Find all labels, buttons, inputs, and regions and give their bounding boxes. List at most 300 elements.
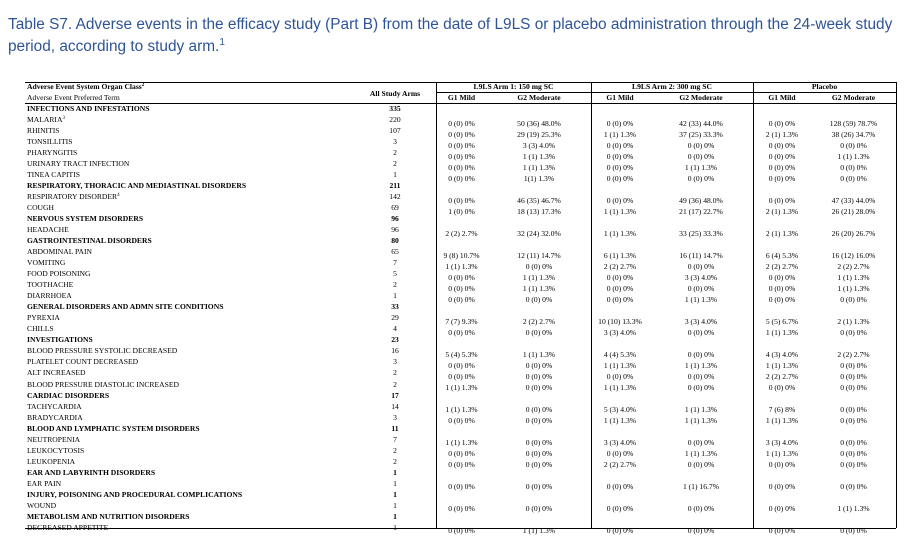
all-arms-count: 2 <box>393 368 397 378</box>
arm1-g2-cell: 0 (0) 0% <box>525 460 553 470</box>
all-arms-count: 1 <box>393 522 397 532</box>
soc-row <box>25 489 896 500</box>
term-footnote-marker: 3 <box>62 116 65 122</box>
arm1-g2-cell: 0 (0) 0% <box>525 383 553 392</box>
all-arms-count: 1 <box>393 170 397 180</box>
preferred-term: ABDOMINAL PAIN <box>27 247 93 257</box>
placebo-g2-cell: 2 (1) 1.3% <box>837 316 870 326</box>
arm2-g1-cell: 0 (0) 0% <box>606 151 634 161</box>
soc-row <box>25 180 896 191</box>
placebo-g1-cell: 0 (0) 0% <box>768 272 796 282</box>
placebo-g1-cell: 1 (1) 1.3% <box>765 360 799 370</box>
all-arms-count: 2 <box>393 148 397 158</box>
soc-row <box>25 334 896 345</box>
arm1-g1-cell: 1 (1) 1.3% <box>445 438 478 448</box>
table-row <box>25 323 896 337</box>
arm2-g2-cell: 0 (0) 0% <box>687 504 715 514</box>
soc-row <box>25 390 896 401</box>
placebo-g2-cell: 0 (0) 0% <box>840 416 867 426</box>
placebo-g2-cell: 1 (1) 1.3% <box>837 283 870 293</box>
all-arms-count: 16 <box>391 346 399 356</box>
soc-row <box>25 213 896 224</box>
arm2-g2-cell: 0 (0) 0% <box>687 261 715 271</box>
header-arm1-g2: G2 Moderate <box>517 93 561 102</box>
preferred-term: PYREXIA <box>27 313 60 323</box>
arm2-g2-cell: 49 (36) 48.0% <box>679 195 723 205</box>
arm1-g1-cell: 0 (0) 0% <box>448 416 475 426</box>
soc-row <box>25 301 896 312</box>
table-row <box>25 401 896 415</box>
header-placebo: Placebo <box>811 82 838 91</box>
arm1-g1-cell: 9 (8) 10.7% <box>443 250 480 260</box>
all-arms-count: 1 <box>393 500 397 510</box>
preferred-term: TONSILLITIS <box>27 137 73 147</box>
arm1-g2-cell: 0 (0) 0% <box>525 416 553 426</box>
arm1-g1-cell: 1 (1) 1.3% <box>445 405 478 415</box>
placebo-g2-cell: 0 (0) 0% <box>840 449 867 459</box>
arm1-g1-cell: 0 (0) 0% <box>448 327 475 337</box>
arm1-g1-cell: 0 (0) 0% <box>448 449 475 459</box>
arm2-g1-cell: 0 (0) 0% <box>606 504 634 514</box>
arm2-g2-cell: 0 (0) 0% <box>687 460 715 470</box>
arm1-g2-cell: 29 (19) 25.3% <box>517 129 561 139</box>
all-arms-count: 96 <box>391 225 399 235</box>
arm2-g2-cell: 37 (25) 33.3% <box>679 129 723 139</box>
soc-row <box>25 423 896 434</box>
preferred-term: HEADACHE <box>27 225 69 235</box>
all-arms-count: 5 <box>393 269 397 279</box>
table-row <box>25 312 896 326</box>
placebo-g2-cell: 0 (0) 0% <box>840 482 867 492</box>
placebo-g2-cell: 0 (0) 0% <box>840 140 867 150</box>
preferred-term: BLOOD PRESSURE SYSTOLIC DECREASED <box>27 346 178 356</box>
arm1-g2-cell: 3 (3) 4.0% <box>522 140 556 150</box>
placebo-g2-cell: 0 (0) 0% <box>840 438 867 448</box>
placebo-g1-cell: 0 (0) 0% <box>768 294 796 304</box>
soc-name: BLOOD AND LYMPHATIC SYSTEM DISORDERS <box>27 423 200 433</box>
soc-name: INFECTIONS AND INFESTATIONS <box>27 104 150 113</box>
arm1-g2-cell: 0 (0) 0% <box>525 294 553 304</box>
arm2-g2-cell: 0 (0) 0% <box>687 151 715 161</box>
placebo-g2-cell: 0 (0) 0% <box>840 360 867 370</box>
arm2-g2-cell: 1 (1) 1.3% <box>684 162 718 172</box>
header-arm1-g1: G1 Mild <box>447 93 476 102</box>
header-arm2-g2: G2 Moderate <box>679 93 723 102</box>
placebo-g2-cell: 26 (21) 28.0% <box>831 206 876 216</box>
placebo-g1-cell: 5 (5) 6.7% <box>765 316 799 326</box>
arm2-g2-cell: 0 (0) 0% <box>687 173 715 183</box>
arm1-g1-cell: 0 (0) 0% <box>448 526 475 536</box>
header-placebo-g2: G2 Moderate <box>831 93 876 102</box>
arm1-g1-cell: 0 (0) 0% <box>448 482 475 492</box>
preferred-term: NEUTROPENIA <box>27 434 81 444</box>
preferred-term: DIARRHOEA <box>27 291 72 301</box>
arm1-g1-cell: 1 (1) 1.3% <box>445 261 478 271</box>
caption-footnote-marker: 1 <box>219 37 225 48</box>
placebo-g1-cell: 0 (0) 0% <box>768 162 796 172</box>
preferred-term: LEUKOCYTOSIS <box>27 445 85 455</box>
preferred-term: TACHYCARDIA <box>27 401 82 411</box>
preferred-term: BRADYCARDIA <box>27 412 83 422</box>
arm2-g1-cell: 4 (4) 5.3% <box>603 349 637 359</box>
arm1-g1-cell: 5 (4) 5.3% <box>445 349 478 359</box>
arm1-g1-cell: 7 (7) 9.3% <box>445 316 478 326</box>
table-row <box>25 367 896 381</box>
placebo-g1-cell: 0 (0) 0% <box>768 460 796 470</box>
all-arms-count: 142 <box>389 192 401 202</box>
all-arms-count: 7 <box>393 258 397 268</box>
preferred-term: WOUND <box>27 500 57 510</box>
preferred-term: TOOTHACHE <box>27 280 74 290</box>
placebo-g2-cell: 0 (0) 0% <box>840 405 867 415</box>
arm2-g1-cell: 3 (3) 4.0% <box>603 327 637 337</box>
table-row <box>25 379 896 390</box>
placebo-g2-cell: 2 (2) 2.7% <box>837 261 870 271</box>
table-row <box>25 290 896 304</box>
all-arms-count: 3 <box>393 357 397 367</box>
arm2-g2-cell: 0 (0) 0% <box>687 526 715 536</box>
arm1-g2-cell: 1 (1) 1.3% <box>522 526 556 536</box>
placebo-g1-cell: 1 (1) 1.3% <box>765 327 799 337</box>
arm1-g1-cell: 2 (2) 2.7% <box>445 228 478 238</box>
table-row <box>25 412 896 426</box>
arm2-subheader-rule <box>591 92 753 93</box>
soc-name: GENERAL DISORDERS AND ADMN SITE CONDITIONS <box>27 302 224 312</box>
placebo-g1-cell: 0 (0) 0% <box>768 504 796 514</box>
arm1-g2-cell: 1 (1) 1.3% <box>522 272 556 282</box>
table-row <box>25 279 896 293</box>
preferred-term: TINEA CAPITIS <box>27 170 80 180</box>
arm2-g1-cell: 0 (0) 0% <box>606 449 634 459</box>
header-placebo-g1: G1 Mild <box>768 93 796 102</box>
table-row <box>25 191 896 205</box>
placebo-subheader-rule <box>753 92 896 93</box>
table-row <box>25 114 896 128</box>
placebo-g2-cell: 0 (0) 0% <box>840 460 867 470</box>
arm2-g1-cell: 2 (2) 2.7% <box>603 460 637 470</box>
arm2-g2-cell: 3 (3) 4.0% <box>684 272 718 282</box>
soc-name: INJURY, POISONING AND PROCEDURAL COMPLICATIONS <box>27 489 243 499</box>
table-row <box>25 478 896 492</box>
arm2-g1-cell: 1 (1) 1.3% <box>603 228 637 238</box>
arm1-g1-cell: 0 (0) 0% <box>448 272 475 282</box>
placebo-g1-cell: 2 (1) 1.3% <box>765 228 799 238</box>
placebo-g1-cell: 4 (3) 4.0% <box>765 349 799 359</box>
placebo-g2-cell: 0 (0) 0% <box>840 371 867 381</box>
arm2-g1-cell: 10 (10) 13.3% <box>598 316 642 326</box>
all-arms-count: 3 <box>393 137 397 147</box>
arm1-g2-cell: 1 (1) 1.3% <box>522 349 556 359</box>
arm1-g2-cell: 0 (0) 0% <box>525 261 553 271</box>
arm2-g2-cell: 21 (17) 22.7% <box>679 206 723 216</box>
all-arms-count: 11 <box>391 423 399 433</box>
arm2-g1-cell: 0 (0) 0% <box>606 283 634 293</box>
preferred-term: DECREASED APPETITE <box>27 522 109 532</box>
arm2-g1-cell: 0 (0) 0% <box>606 118 634 128</box>
table-row <box>25 268 896 282</box>
caption-text: Table S7. Adverse events in the efficacy study (Part B) from the date of L9LS or placebo administration through the 24-week study period, according to study arm. <box>8 16 893 55</box>
arm2-g2-cell: 0 (0) 0% <box>687 371 715 381</box>
preferred-term: RESPIRATORY DISORDER$^4$ <box>27 192 120 202</box>
all-arms-count: 211 <box>389 181 401 191</box>
soc-row <box>25 103 896 114</box>
arm1-g2-cell: 0 (0) 0% <box>525 327 553 337</box>
preferred-term: URINARY TRACT INFECTION <box>27 159 130 169</box>
arm1-g1-cell: 0 (0) 0% <box>448 195 475 205</box>
arm1-g1-cell: 1 (0) 0% <box>448 206 475 216</box>
arm2-g2-cell: 3 (3) 4.0% <box>684 316 718 326</box>
placebo-g1-cell: 2 (2) 2.7% <box>765 261 799 271</box>
soc-name: INVESTIGATIONS <box>27 335 93 345</box>
placebo-g1-cell: 0 (0) 0% <box>768 140 796 150</box>
preferred-term: PLATELET COUNT DECREASED <box>27 357 139 367</box>
arm1-g2-cell: 0 (0) 0% <box>525 405 553 415</box>
all-arms-count: 1 <box>393 511 397 521</box>
arm2-g1-cell: 0 (0) 0% <box>606 195 634 205</box>
table-row <box>25 257 896 271</box>
header-pt-label: Adverse Event Preferred Term <box>27 93 120 102</box>
arm2-g1-cell: 0 (0) 0% <box>606 526 634 536</box>
placebo-g1-cell: 7 (6) 8% <box>768 405 796 415</box>
arm1-g1-cell: 0 (0) 0% <box>448 173 475 183</box>
placebo-g2-cell: 0 (0) 0% <box>840 162 867 172</box>
placebo-g2-cell: 0 (0) 0% <box>840 327 867 337</box>
arm1-subheader-rule <box>436 92 591 93</box>
table-row <box>25 345 896 359</box>
arm1-g1-cell: 0 (0) 0% <box>448 129 475 139</box>
placebo-g1-cell: 0 (0) 0% <box>768 151 796 161</box>
table-row <box>25 445 896 459</box>
table-row <box>25 500 896 514</box>
arm1-g2-cell: 18 (13) 17.3% <box>517 206 561 216</box>
preferred-term: PHARYNGITIS <box>27 148 78 158</box>
arm2-g1-cell: 1 (1) 1.3% <box>603 383 637 392</box>
arm1-g2-cell: 1(1) 1.3% <box>523 173 555 183</box>
table-row <box>25 434 896 448</box>
table-caption <box>8 14 898 58</box>
soc-row <box>25 467 896 478</box>
arm1-g1-cell: 0 (0) 0% <box>448 118 475 128</box>
all-arms-count: 4 <box>393 324 397 334</box>
soc-name: GASTROINTESTINAL DISORDERS <box>27 236 152 246</box>
preferred-term: LEUKOPENIA <box>27 456 76 466</box>
table-row <box>25 356 896 370</box>
placebo-g1-cell: 2 (1) 1.3% <box>765 206 799 216</box>
all-arms-count: 1 <box>393 467 397 477</box>
preferred-term: COUGH <box>27 203 55 213</box>
preferred-term: RHINITIS <box>27 126 60 136</box>
placebo-g2-cell: 2 (2) 2.7% <box>837 349 870 359</box>
arm1-g2-cell: 1 (1) 1.3% <box>522 283 556 293</box>
soc-name: EAR AND LABYRINTH DISORDERS <box>27 467 156 477</box>
placebo-g2-cell: 1 (1) 1.3% <box>837 504 870 514</box>
arm2-g2-cell: 33 (25) 33.3% <box>679 228 723 238</box>
all-arms-count: 14 <box>391 401 399 411</box>
arm1-g1-cell: 0 (0) 0% <box>448 294 475 304</box>
arm1-g1-cell: 0 (0) 0% <box>448 151 475 161</box>
soc-name: NERVOUS SYSTEM DISORDERS <box>27 214 144 224</box>
arm2-g2-cell: 1 (1) 1.3% <box>684 294 718 304</box>
arm2-g2-cell: 1 (1) 1.3% <box>684 405 718 415</box>
placebo-g1-cell: 6 (4) 5.3% <box>765 250 799 260</box>
arm1-g1-cell: 0 (0) 0% <box>448 140 475 150</box>
all-arms-count: 33 <box>391 302 399 312</box>
placebo-g1-cell: 0 (0) 0% <box>768 283 796 293</box>
preferred-term: ALT INCREASED <box>27 368 86 378</box>
header-soc-text: Adverse Event System Organ Class <box>27 82 142 91</box>
arm2-g1-cell: 0 (0) 0% <box>606 272 634 282</box>
arm2-g1-cell: 6 (1) 1.3% <box>603 250 637 260</box>
arm2-g2-cell: 1 (1) 16.7% <box>682 482 720 492</box>
all-arms-count: 80 <box>391 236 399 246</box>
arm2-g1-cell: 1 (1) 1.3% <box>603 360 637 370</box>
placebo-g2-cell: 0 (0) 0% <box>840 294 867 304</box>
placebo-g2-cell: 38 (26) 34.7% <box>831 129 876 139</box>
soc-name: METABOLISM AND NUTRITION DISORDERS <box>27 511 190 521</box>
preferred-term: CHILLS <box>27 324 54 334</box>
table-row <box>25 224 896 238</box>
placebo-g2-cell: 0 (0) 0% <box>840 526 867 536</box>
placebo-g1-cell: 1 (1) 1.3% <box>765 416 799 426</box>
header-arm2-g1: G1 Mild <box>606 93 634 102</box>
table-row <box>25 169 896 183</box>
all-arms-count: 65 <box>391 247 399 257</box>
table-row <box>25 456 896 470</box>
placebo-g1-cell: 0 (0) 0% <box>768 482 796 492</box>
preferred-term: EAR PAIN <box>27 478 62 488</box>
arm1-g1-cell: 0 (0) 0% <box>448 162 475 172</box>
all-arms-count: 335 <box>389 104 401 113</box>
arm1-g2-cell: 46 (35) 46.7% <box>517 195 561 205</box>
placebo-g1-cell: 0 (0) 0% <box>768 195 796 205</box>
table-row <box>25 125 896 139</box>
arm2-g1-cell: 0 (0) 0% <box>606 173 634 183</box>
placebo-g1-cell: 2 (1) 1.3% <box>765 129 799 139</box>
placebo-g1-cell: 0 (0) 0% <box>768 383 796 392</box>
arm1-g2-cell: 2 (2) 2.7% <box>522 316 556 326</box>
header-soc-footnote-marker: 2 <box>141 83 145 88</box>
arm1-g2-cell: 0 (0) 0% <box>525 438 553 448</box>
column-divider-right <box>896 82 897 528</box>
table-row <box>25 246 896 260</box>
header-arm2: L9LS Arm 2: 300 mg SC <box>632 82 712 91</box>
table-row <box>25 202 896 216</box>
arm2-g2-cell: 1 (1) 1.3% <box>684 360 718 370</box>
term-footnote-marker: 4 <box>117 193 120 199</box>
arm2-g1-cell: 0 (0) 0% <box>606 162 634 172</box>
placebo-g2-cell: 1 (1) 1.3% <box>837 151 870 161</box>
arm2-g1-cell: 0 (0) 0% <box>606 482 634 492</box>
all-arms-count: 1 <box>393 291 397 301</box>
header-arm1: L9LS Arm 1: 150 mg SC <box>473 82 554 91</box>
placebo-g2-cell: 0 (0) 0% <box>840 383 867 392</box>
placebo-g2-cell: 0 (0) 0% <box>840 173 867 183</box>
all-arms-count: 29 <box>391 313 399 323</box>
table-row <box>25 158 896 172</box>
soc-row <box>25 235 896 246</box>
arm1-g2-cell: 32 (24) 32.0% <box>517 228 561 238</box>
preferred-term: MALARIA$^3$ <box>27 115 65 125</box>
arm2-g2-cell: 1 (1) 1.3% <box>684 449 718 459</box>
all-arms-count: 23 <box>391 335 399 345</box>
arm2-g1-cell: 3 (3) 4.0% <box>603 438 637 448</box>
arm2-g1-cell: 1 (1) 1.3% <box>603 206 637 216</box>
arm2-g2-cell: 1 (1) 1.3% <box>684 416 718 426</box>
header-all-study-arms: All Study Arms <box>369 89 421 98</box>
arm1-g2-cell: 1 (1) 1.3% <box>522 162 556 172</box>
arm1-g1-cell: 0 (0) 0% <box>448 504 475 514</box>
placebo-g2-cell: 26 (20) 26.7% <box>831 228 876 238</box>
placebo-g1-cell: 0 (0) 0% <box>768 118 796 128</box>
arm2-g2-cell: 16 (11) 14.7% <box>679 250 723 260</box>
placebo-g1-cell: 3 (3) 4.0% <box>765 438 799 448</box>
placebo-g1-cell: 0 (0) 0% <box>768 526 796 536</box>
header-soc-label <box>27 82 144 92</box>
arm2-g2-cell: 0 (0) 0% <box>687 349 715 359</box>
all-arms-count: 96 <box>391 214 399 224</box>
placebo-g2-cell: 1 (1) 1.3% <box>837 272 870 282</box>
placebo-g1-cell: 2 (2) 2.7% <box>765 371 799 381</box>
arm2-g1-cell: 0 (0) 0% <box>606 371 634 381</box>
arm2-g2-cell: 0 (0) 0% <box>687 327 715 337</box>
arm1-g1-cell: 0 (0) 0% <box>448 283 475 293</box>
arm1-g2-cell: 0 (0) 0% <box>525 449 553 459</box>
all-arms-count: 2 <box>393 456 397 466</box>
placebo-g2-cell: 16 (12) 16.0% <box>831 250 876 260</box>
placebo-g2-cell: 47 (33) 44.0% <box>831 195 876 205</box>
arm1-g2-cell: 1 (1) 1.3% <box>522 151 556 161</box>
all-arms-count: 220 <box>389 115 401 125</box>
arm2-g2-cell: 0 (0) 0% <box>687 383 715 392</box>
all-arms-count: 69 <box>391 203 399 213</box>
arm2-g2-cell: 0 (0) 0% <box>687 283 715 293</box>
all-arms-count: 7 <box>393 434 397 444</box>
arm1-g2-cell: 0 (0) 0% <box>525 371 553 381</box>
all-arms-count: 17 <box>391 390 399 400</box>
arm2-g1-cell: 0 (0) 0% <box>606 140 634 150</box>
arm2-g1-cell: 1 (1) 1.3% <box>603 129 637 139</box>
soc-row <box>25 511 896 522</box>
soc-name: RESPIRATORY, THORACIC AND MEDIASTINAL DISORDERS <box>27 181 247 191</box>
preferred-term: FOOD POISONING <box>27 269 91 279</box>
table-row <box>25 147 896 161</box>
all-arms-count: 2 <box>393 445 397 455</box>
arm1-g1-cell: 0 (0) 0% <box>448 360 475 370</box>
arm1-g1-cell: 0 (0) 0% <box>448 371 475 381</box>
arm2-g1-cell: 1 (1) 1.3% <box>603 416 637 426</box>
all-arms-count: 2 <box>393 280 397 290</box>
arm2-g2-cell: 0 (0) 0% <box>687 438 715 448</box>
placebo-g2-cell: 128 (59) 78.7% <box>829 118 878 128</box>
preferred-term: VOMITING <box>27 258 66 268</box>
arm1-g2-cell: 50 (36) 48.0% <box>517 118 561 128</box>
arm1-g2-cell: 12 (11) 14.7% <box>517 250 561 260</box>
arm2-g1-cell: 2 (2) 2.7% <box>603 261 637 271</box>
arm1-g1-cell: 1 (1) 1.3% <box>445 383 478 392</box>
all-arms-count: 1 <box>393 489 397 499</box>
all-arms-count: 2 <box>393 159 397 169</box>
arm1-g1-cell: 0 (0) 0% <box>448 460 475 470</box>
arm2-g2-cell: 42 (33) 44.0% <box>679 118 723 128</box>
arm1-g2-cell: 0 (0) 0% <box>525 360 553 370</box>
table-row <box>25 136 896 150</box>
all-arms-count: 3 <box>393 412 397 422</box>
arm1-g2-cell: 0 (0) 0% <box>525 504 553 514</box>
all-arms-count: 107 <box>389 126 401 136</box>
arm2-g1-cell: 0 (0) 0% <box>606 294 634 304</box>
table-row <box>25 522 896 536</box>
soc-name: CARDIAC DISORDERS <box>27 390 110 400</box>
